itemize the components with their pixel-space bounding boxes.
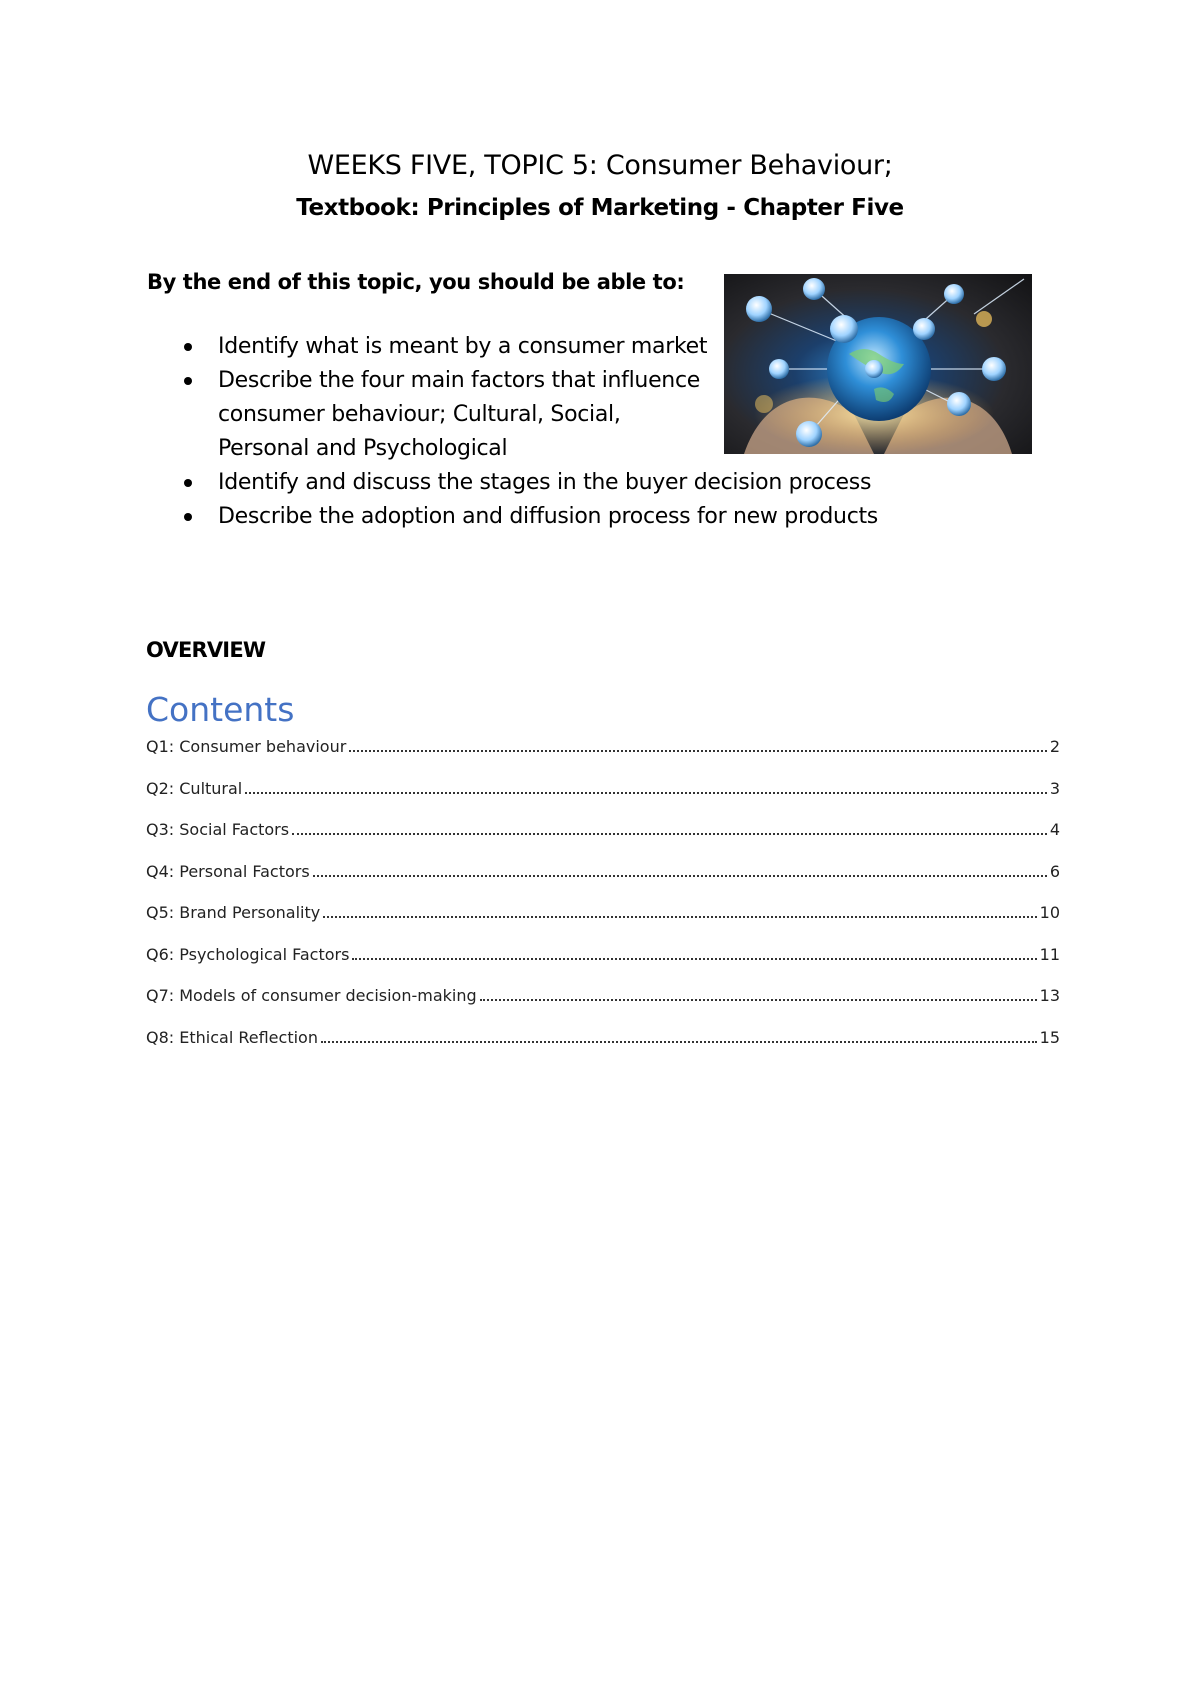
bullet-icon [184, 343, 192, 351]
toc-entry[interactable] [146, 903, 1060, 945]
objective-text: Identify what is meant by a consumer market [218, 334, 708, 359]
toc-entry[interactable] [146, 779, 1060, 821]
bullet-icon [184, 377, 192, 385]
objective-text: Describe the adoption and diffusion process for new products [218, 504, 878, 529]
toc-entry[interactable] [146, 986, 1060, 1028]
list-item [178, 364, 708, 466]
objectives-intro: By the end of this topic, you should be able to: [147, 270, 685, 294]
bullet-icon [184, 479, 192, 487]
toc-entry[interactable] [146, 862, 1060, 904]
toc-leader [352, 957, 1036, 960]
globe-network-image [724, 274, 1032, 454]
toc-page-number[interactable]: 4 [1049, 820, 1060, 839]
toc-leader [292, 832, 1047, 835]
toc-page-number[interactable]: 6 [1049, 861, 1060, 881]
list-item [178, 500, 878, 534]
toc-leader [245, 791, 1047, 794]
toc-leader [323, 915, 1036, 918]
toc-entry[interactable] [146, 1028, 1060, 1070]
toc-label[interactable]: Q6: Psychological Factors [146, 944, 350, 964]
toc-label[interactable]: Q4: Personal Factors [146, 861, 310, 881]
toc-label[interactable]: Q1: Consumer behaviour [146, 737, 347, 756]
toc-page-number[interactable]: 15 [1039, 1027, 1060, 1047]
toc-page-number[interactable]: 13 [1039, 986, 1060, 1005]
toc-leader [349, 749, 1047, 752]
page-subtitle: Textbook: Principles of Marketing - Chapter Five [296, 195, 904, 221]
toc-entry[interactable] [146, 945, 1060, 987]
contents-heading: Contents [146, 690, 295, 729]
toc-label[interactable]: Q8: Ethical Reflection [146, 1027, 318, 1047]
toc-label[interactable]: Q5: Brand Personality [146, 903, 321, 922]
toc-entry[interactable] [146, 820, 1060, 862]
toc-page-number[interactable]: 11 [1039, 944, 1060, 964]
list-item [178, 466, 878, 500]
toc-leader [321, 1040, 1037, 1043]
toc-leader [480, 998, 1037, 1001]
toc-page-number[interactable]: 3 [1049, 778, 1060, 798]
list-item [178, 330, 708, 364]
toc-label[interactable]: Q7: Models of consumer decision-making [146, 986, 477, 1005]
toc-label[interactable]: Q2: Cultural [146, 778, 243, 798]
objective-text: Identify and discuss the stages in the buyer decision process [218, 470, 872, 495]
toc-entry[interactable] [146, 737, 1060, 779]
overview-heading: OVERVIEW [146, 638, 266, 662]
table-of-contents [146, 737, 1060, 1069]
bullet-icon [184, 513, 192, 521]
toc-page-number[interactable]: 10 [1039, 903, 1060, 922]
page-title: WEEKS FIVE, TOPIC 5: Consumer Behaviour; [307, 150, 893, 181]
toc-label[interactable]: Q3: Social Factors [146, 820, 290, 839]
toc-leader [313, 874, 1047, 877]
objective-text: Describe the four main factors that influence consumer behaviour; Cultural, Social, Personal and Psychological [218, 368, 700, 461]
toc-page-number[interactable]: 2 [1049, 737, 1060, 756]
